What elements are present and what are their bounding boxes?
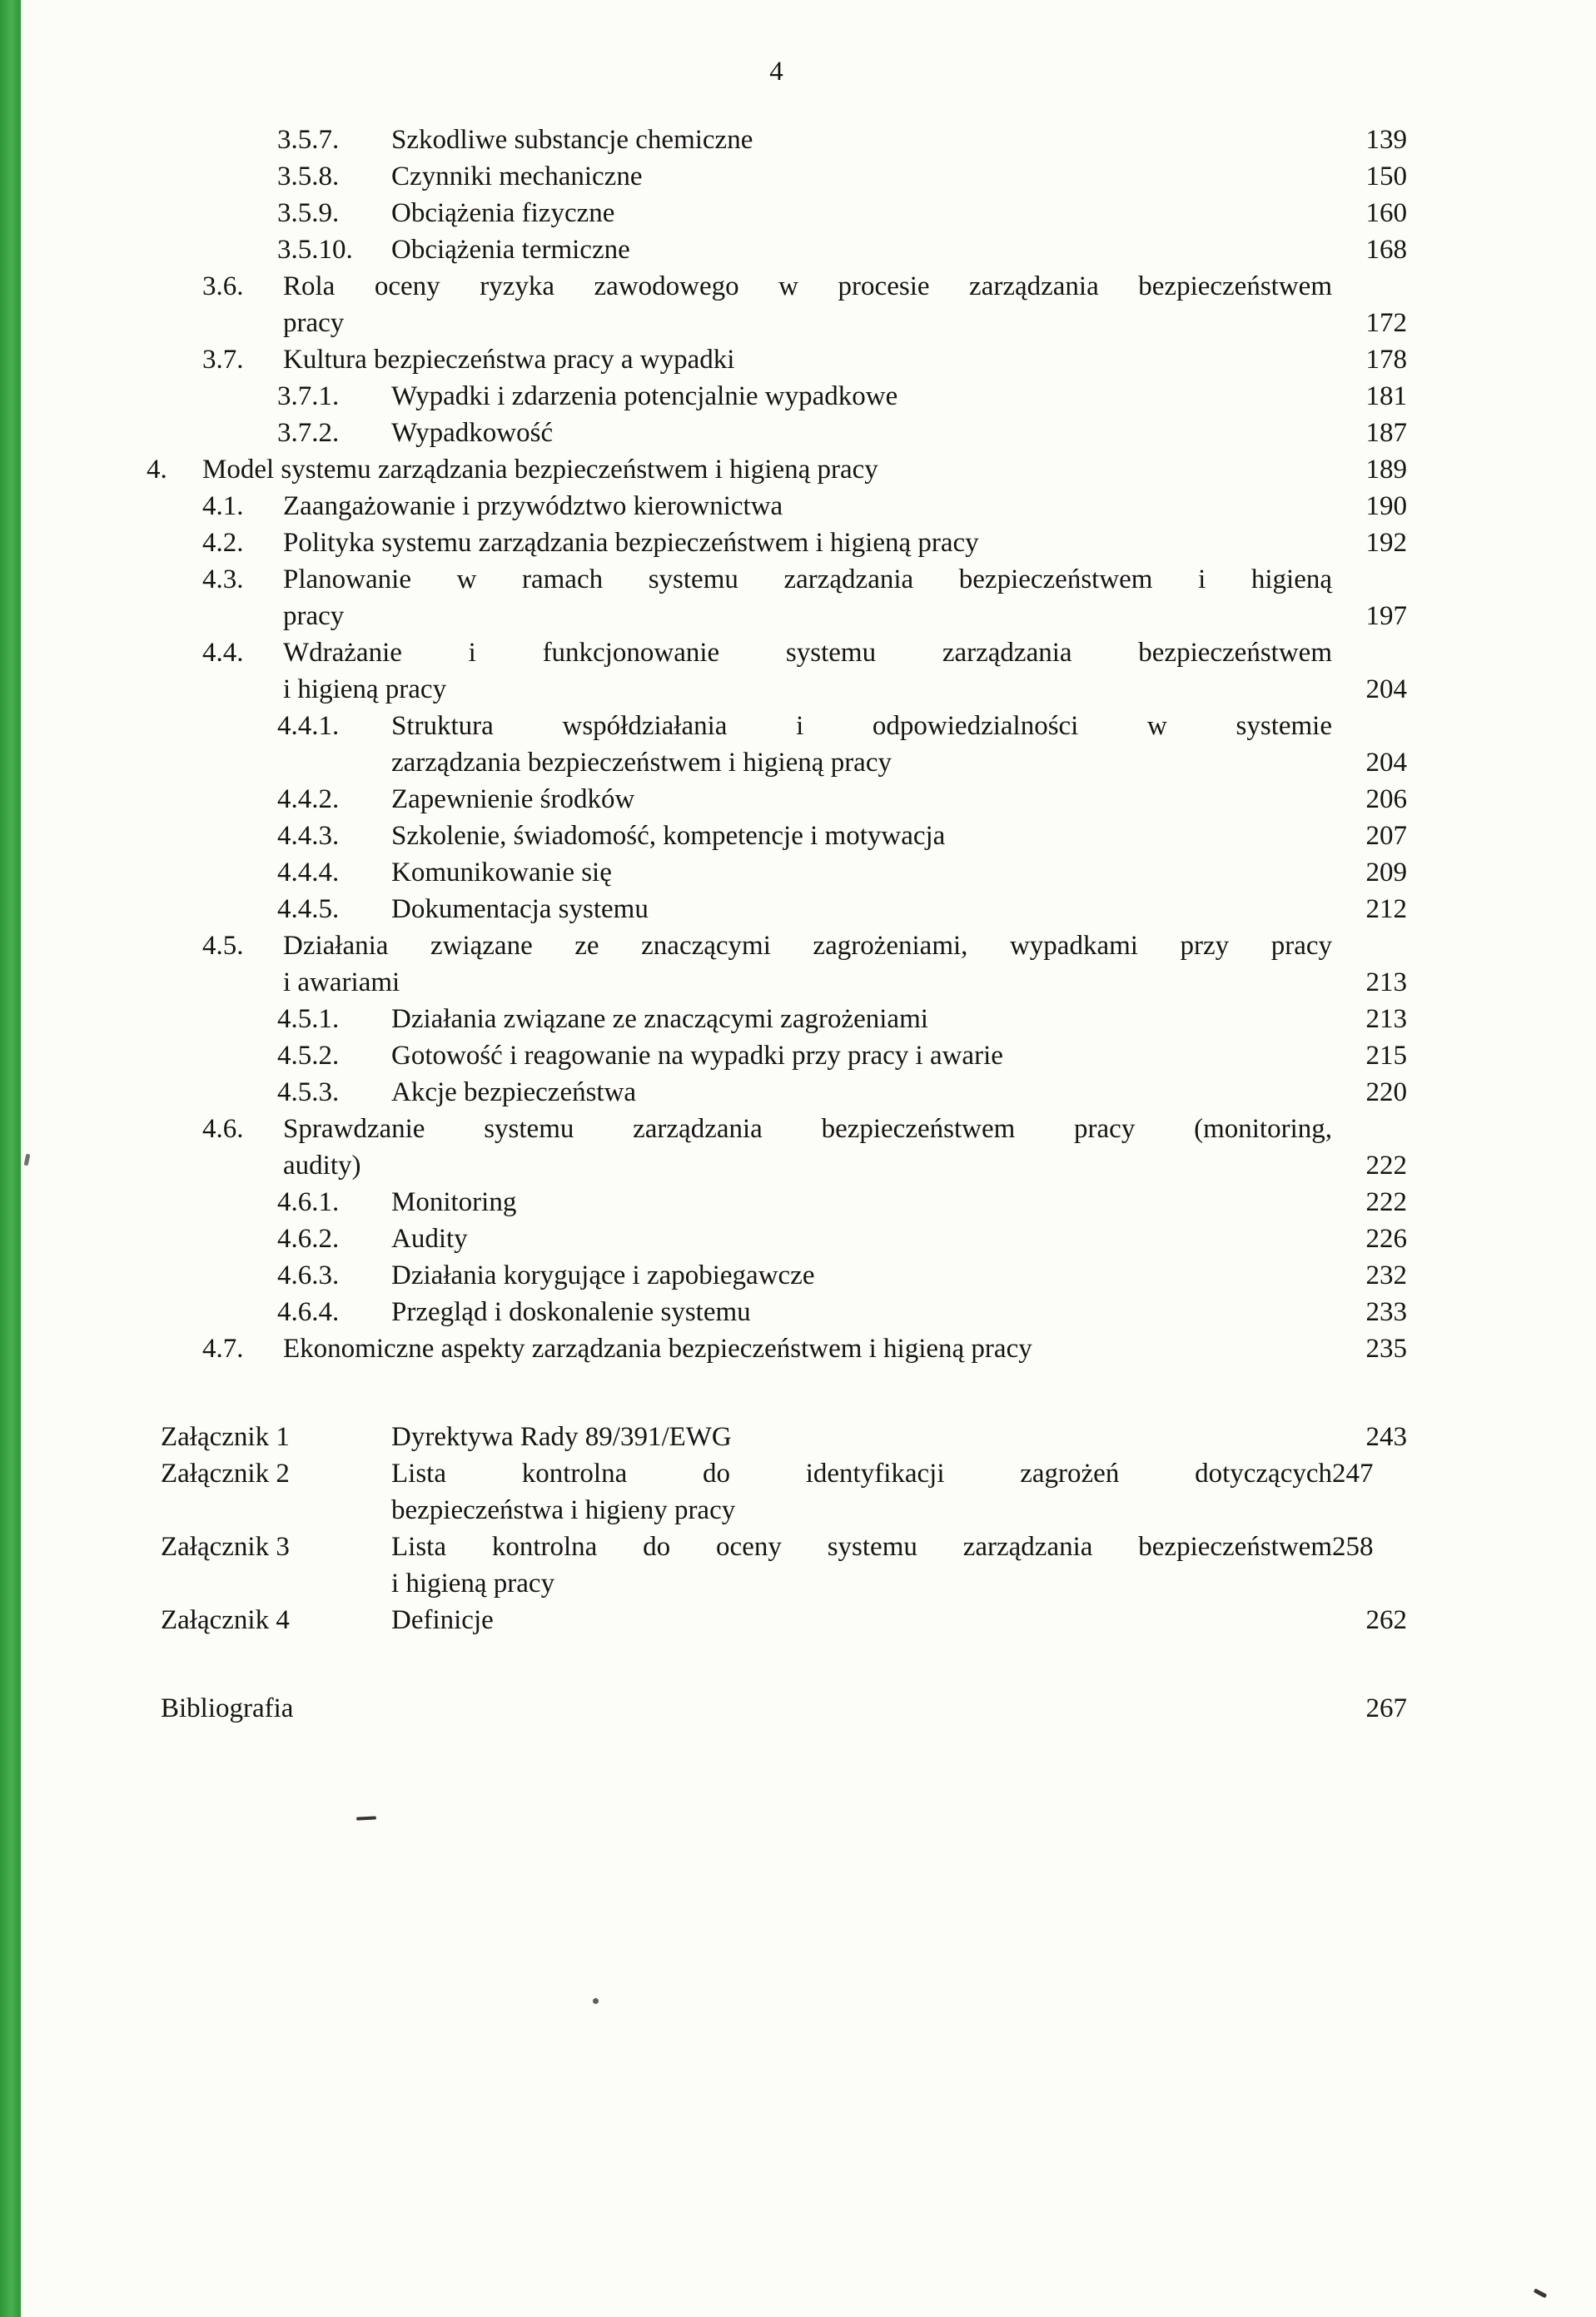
entry-page: 189 [1365,455,1407,485]
entry-line: Definicje 262 [391,1602,1332,1638]
entry-number: 4.4. [202,638,244,668]
entry-number: 4.4.4. [277,858,340,888]
bibliography-label: Bibliografia [161,1693,294,1723]
entry-number: 4.7. [202,1334,244,1364]
entry-line: Monitoring 222 [391,1184,1332,1221]
entry-page: 150 [1365,162,1407,191]
entry-number: 3.5.9. [277,198,340,228]
entry-page: 139 [1365,125,1407,155]
toc-entry [0,378,1596,415]
entry-number: 4.6. [202,1114,244,1144]
toc-entry [0,525,1596,561]
entry-line: bezpieczeństwa i higieny pracy [391,1495,736,1525]
entry-page: 247 [1332,1459,1374,1489]
toc-entry [0,158,1596,195]
entry-line: Struktura współdziałania i odpowiedzialności w systemie [391,711,1332,741]
entry-page: 215 [1365,1041,1407,1071]
entry-page: 187 [1365,418,1407,448]
entry-page: 168 [1365,235,1407,265]
entry-number: 4.5.3. [277,1077,340,1107]
entry-number: 3.5.7. [277,125,340,155]
entry-number: 4.1. [202,491,244,521]
appendix-row [0,1602,1596,1638]
entry-line: Obciążenia fizyczne 160 [391,195,1332,231]
toc-entry [0,1037,1596,1074]
entry-page: 160 [1365,198,1407,228]
entry-line: Ekonomiczne aspekty zarządzania bezpieczeństwem i higieną pracy 235 [283,1330,1332,1367]
toc-entry [0,195,1596,231]
toc-entry [0,891,1596,927]
entry-page: 262 [1365,1605,1407,1635]
entry-page: 243 [1365,1422,1407,1452]
appendix-row [0,1529,1596,1602]
entry-line: Działania korygujące i zapobiegawcze 232 [391,1257,1332,1294]
entry-line: pracy 172 [283,305,1332,341]
toc-entry [0,781,1596,818]
toc-entry [0,634,1596,708]
entry-number: 4.4.2. [277,784,340,814]
entry-line: audity) 222 [283,1147,1332,1184]
entry-page: 181 [1365,381,1407,411]
entry-page: 209 [1365,858,1407,888]
entry-line: Szkolenie, świadomość, kompetencje i motywacja 207 [391,818,1332,854]
entry-line: Kultura bezpieczeństwa pracy a wypadki 178 [283,341,1332,378]
entry-page: 222 [1365,1187,1407,1217]
appendix-row [0,1419,1596,1455]
entry-line: Komunikowanie się 209 [391,854,1332,891]
toc-entry [0,1184,1596,1221]
entry-page: 232 [1365,1260,1407,1290]
toc-entry [0,561,1596,634]
table-of-contents [0,122,1596,1367]
entry-line: Planowanie w ramach systemu zarządzania bezpieczeństwem i higieną [283,564,1332,594]
entry-page: 190 [1365,491,1407,521]
entry-page: 197 [1365,601,1407,631]
entry-number: 4.5.2. [277,1041,340,1071]
entry-page: 213 [1365,1004,1407,1034]
entry-line: Wdrażanie i funkcjonowanie systemu zarządzania bezpieczeństwem [283,638,1332,668]
entry-page: 207 [1365,821,1407,851]
entry-line: Lista kontrolna do identyfikacji zagrożeń dotyczących 247 [391,1455,1332,1492]
entry-line: Przegląd i doskonalenie systemu 233 [391,1294,1332,1330]
appendices-list [0,1419,1596,1638]
appendix-label: Załącznik 2 [161,1459,290,1489]
entry-line: Wypadkowość 187 [391,415,1332,451]
entry-line: Działania związane ze znaczącymi zagrożeniami 213 [391,1001,1332,1037]
scan-artifact-dot [593,1998,599,2004]
entry-line: Wypadki i zdarzenia potencjalnie wypadkowe 181 [391,378,1332,415]
entry-page: 220 [1365,1077,1407,1107]
toc-entry [0,415,1596,451]
entry-page: 235 [1365,1334,1407,1364]
toc-entry [0,122,1596,158]
entry-line: Polityka systemu zarządzania bezpieczeństwem i higieną pracy 192 [283,525,1332,561]
toc-entry [0,451,1596,488]
entry-number: 4.3. [202,564,244,594]
entry-line: Zaangażowanie i przywództwo kierownictwa 190 [283,488,1332,525]
entry-line: i awariami 213 [283,964,1332,1001]
entry-line: Zapewnienie środków 206 [391,781,1332,818]
toc-entry [0,1074,1596,1111]
bibliography-row [161,1690,1407,1727]
entry-line: i higieną pracy 204 [283,671,1332,708]
scan-artifact-dash [356,1816,376,1820]
entry-line: Model systemu zarządzania bezpieczeństwem i higieną pracy 189 [202,451,1332,488]
entry-page: 204 [1365,748,1407,778]
entry-line: pracy 197 [283,598,1332,634]
appendix-label: Załącznik 4 [161,1605,290,1635]
entry-page: 192 [1365,528,1407,558]
entry-number: 4.2. [202,528,244,558]
entry-line: Lista kontrolna do oceny systemu zarządzania bezpieczeństwem 258 [391,1529,1332,1565]
appendix-label: Załącznik 1 [161,1422,290,1452]
entry-page: 178 [1365,345,1407,375]
entry-number: 4.5.1. [277,1004,340,1034]
bibliography-page: 267 [1365,1693,1407,1723]
entry-number: 3.5.10. [277,235,353,265]
toc-entry [0,1111,1596,1184]
toc-entry [0,1221,1596,1257]
entry-line: zarządzania bezpieczeństwem i higieną pracy 204 [391,744,1332,781]
toc-entry [0,268,1596,341]
entry-page: 258 [1332,1532,1374,1562]
toc-entry [0,708,1596,781]
appendix-row [0,1455,1596,1529]
entry-number: 4.6.4. [277,1297,340,1327]
entry-line: Sprawdzanie systemu zarządzania bezpieczeństwem pracy (monitoring, [283,1114,1332,1144]
entry-number: 4.6.1. [277,1187,340,1217]
entry-line: Obciążenia termiczne 168 [391,231,1332,268]
entry-number: 3.7.2. [277,418,340,448]
entry-number: 4. [147,455,167,485]
entry-page: 212 [1365,894,1407,924]
scan-artifact-corner-mark [1534,2289,1547,2299]
entry-line: Dyrektywa Rady 89/391/EWG 243 [391,1419,1332,1455]
entry-number: 3.6. [202,271,244,301]
page-number: 4 [769,57,783,87]
entry-number: 3.7.1. [277,381,340,411]
toc-entry [0,1330,1596,1367]
entry-page: 222 [1365,1151,1407,1181]
entry-line: Audity 226 [391,1221,1332,1257]
toc-entry [0,818,1596,854]
entry-line: Gotowość i reagowanie na wypadki przy pracy i awarie 215 [391,1037,1332,1074]
entry-page: 172 [1365,308,1407,338]
entry-number: 4.6.2. [277,1224,340,1254]
entry-page: 204 [1365,674,1407,704]
entry-page: 226 [1365,1224,1407,1254]
entry-line: Działania związane ze znaczącymi zagrożeniami, wypadkami przy pracy [283,931,1332,961]
entry-line: i higieną pracy [391,1569,555,1599]
entry-line: Akcje bezpieczeństwa 220 [391,1074,1332,1111]
toc-entry [0,231,1596,268]
toc-entry [0,854,1596,891]
entry-line: Dokumentacja systemu 212 [391,891,1332,927]
entry-number: 3.7. [202,345,244,375]
appendix-label: Załącznik 3 [161,1532,290,1562]
entry-page: 233 [1365,1297,1407,1327]
entry-page: 213 [1365,967,1407,997]
toc-entry [0,1294,1596,1330]
entry-number: 4.4.3. [277,821,340,851]
toc-entry [0,341,1596,378]
entry-line: Rola oceny ryzyka zawodowego w procesie zarządzania bezpieczeństwem [283,271,1332,301]
entry-line: Szkodliwe substancje chemiczne 139 [391,122,1332,158]
entry-number: 4.6.3. [277,1260,340,1290]
entry-line: Czynniki mechaniczne 150 [391,158,1332,195]
entry-page: 206 [1365,784,1407,814]
toc-entry [0,1001,1596,1037]
entry-number: 4.5. [202,931,244,961]
toc-entry [0,488,1596,525]
entry-number: 3.5.8. [277,162,340,191]
entry-number: 4.4.1. [277,711,340,741]
entry-number: 4.4.5. [277,894,340,924]
toc-entry [0,927,1596,1001]
toc-entry [0,1257,1596,1294]
